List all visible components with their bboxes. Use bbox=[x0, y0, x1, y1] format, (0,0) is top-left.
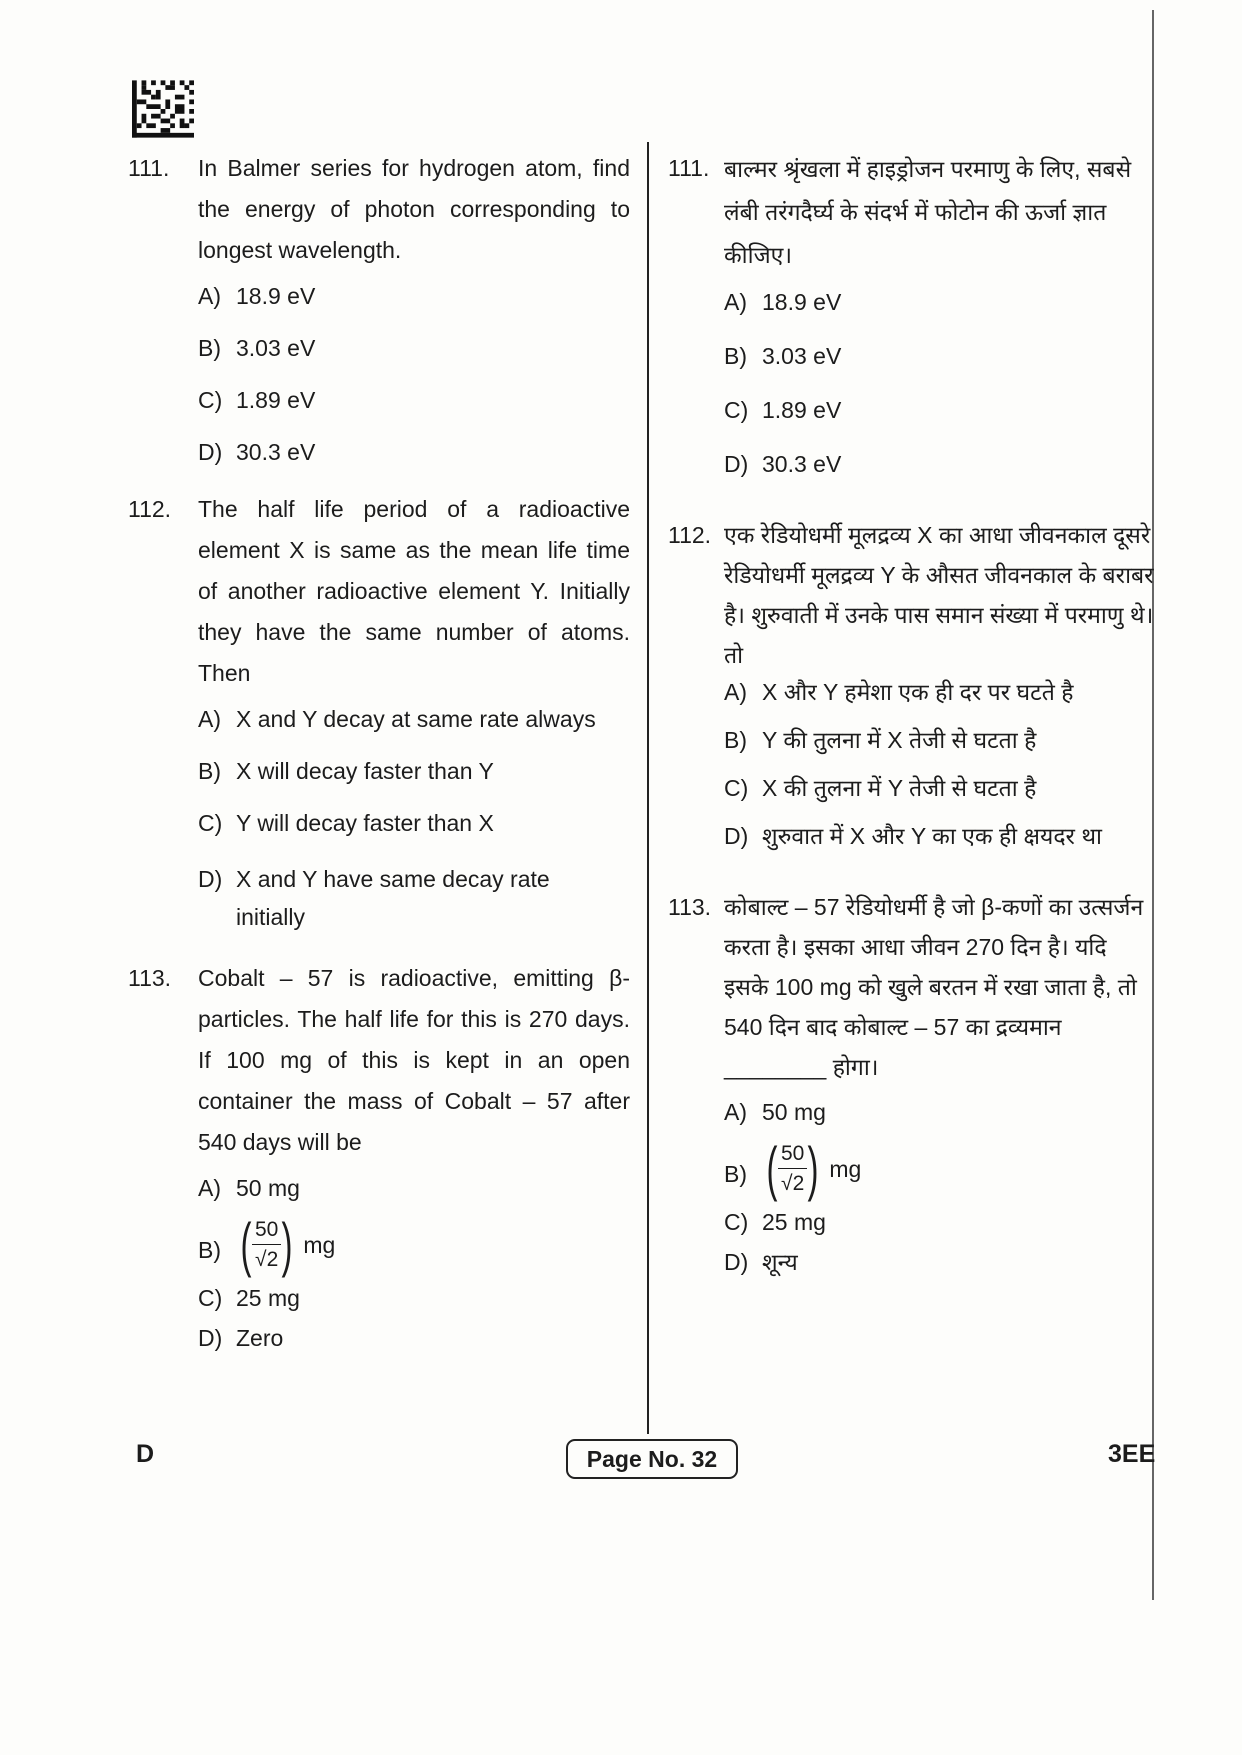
option-text: 25 mg bbox=[236, 1285, 300, 1311]
option-label: D) bbox=[724, 451, 749, 477]
option-d[interactable] bbox=[724, 449, 1154, 479]
option-text: 18.9 eV bbox=[236, 283, 316, 309]
options-list bbox=[198, 281, 630, 467]
page-number-box: Page No. 32 bbox=[566, 1439, 738, 1479]
option-label: A) bbox=[724, 289, 747, 315]
option-c[interactable] bbox=[724, 773, 1154, 803]
option-text: 3.03 eV bbox=[762, 343, 842, 369]
option-text: 30.3 eV bbox=[762, 451, 842, 477]
option-label: D) bbox=[198, 1325, 223, 1351]
option-label: C) bbox=[724, 775, 749, 801]
fraction-expression bbox=[236, 1211, 297, 1278]
option-a[interactable] bbox=[198, 704, 630, 734]
option-label: C) bbox=[724, 397, 749, 423]
options-list bbox=[724, 287, 1154, 479]
paper-code: 3EE bbox=[1108, 1440, 1156, 1468]
question-number: 111. bbox=[668, 155, 710, 181]
option-d[interactable] bbox=[198, 860, 576, 936]
option-text: 3.03 eV bbox=[236, 335, 316, 361]
question-112-hi bbox=[668, 515, 1154, 851]
left-paren: ( bbox=[766, 1135, 778, 1202]
option-text: Y की तुलना में X तेजी से घटता है bbox=[762, 727, 1037, 753]
question-number: 113. bbox=[128, 965, 172, 991]
option-label: B) bbox=[198, 758, 221, 784]
option-label: A) bbox=[724, 1099, 747, 1125]
option-text: 18.9 eV bbox=[762, 289, 842, 315]
option-text: 1.89 eV bbox=[762, 397, 842, 423]
question-text: The half life period of a radioactive element X is same as the mean life time of another radioactive element Y. Initially they have the same number of atoms. Then bbox=[198, 496, 630, 686]
option-text: X और Y हमेशा एक ही दर पर घटते है bbox=[762, 679, 1074, 705]
option-c[interactable] bbox=[724, 395, 1154, 425]
option-label: C) bbox=[198, 810, 223, 836]
english-column bbox=[128, 148, 630, 1375]
option-text: 25 mg bbox=[762, 1209, 826, 1235]
fraction bbox=[252, 1218, 281, 1272]
fraction-numerator: 50 bbox=[778, 1142, 807, 1169]
option-a[interactable] bbox=[724, 287, 1154, 317]
option-d[interactable] bbox=[724, 1247, 1154, 1277]
option-text: 50 mg bbox=[762, 1099, 826, 1125]
option-c[interactable] bbox=[198, 385, 630, 415]
option-label: A) bbox=[198, 706, 221, 732]
option-text: 30.3 eV bbox=[236, 439, 316, 465]
option-label: B) bbox=[198, 335, 221, 361]
option-d[interactable] bbox=[724, 821, 1154, 851]
option-b[interactable] bbox=[198, 333, 630, 363]
fraction-expression bbox=[762, 1135, 823, 1202]
option-b[interactable] bbox=[198, 756, 630, 786]
fraction-denominator: √2 bbox=[255, 1248, 279, 1271]
option-text: X and Y decay at same rate always bbox=[236, 706, 596, 732]
column-divider bbox=[647, 142, 649, 1434]
option-label: D) bbox=[724, 1249, 749, 1275]
option-text: X की तुलना में Y तेजी से घटता है bbox=[762, 775, 1037, 801]
option-text: शून्य bbox=[762, 1249, 798, 1275]
option-c[interactable] bbox=[198, 808, 630, 838]
options-list bbox=[724, 677, 1154, 851]
option-text: Y will decay faster than X bbox=[236, 810, 494, 836]
question-text: Cobalt – 57 is radioactive, emitting β-particles. The half life for this is 270 days. If 100 mg of this is kept in an open container the mass of Cobalt – 57 after 540 days will be bbox=[198, 965, 630, 1155]
option-a[interactable] bbox=[198, 281, 630, 311]
left-paren: ( bbox=[240, 1211, 252, 1278]
question-number: 113. bbox=[668, 894, 712, 920]
question-112-en bbox=[128, 489, 630, 936]
option-text: Zero bbox=[236, 1325, 284, 1351]
question-111-hi bbox=[668, 148, 1154, 479]
option-label: B) bbox=[198, 1237, 221, 1263]
question-text: एक रेडियोधर्मी मूलद्रव्य X का आधा जीवनकाल दूसरे रेडियोधर्मी मूलद्रव्य Y के औसत जीवनकाल के बराबर है। शुरुवाती में उनके पास समान संख्या में परमाणु थे। तो bbox=[724, 522, 1154, 668]
option-unit: mg bbox=[829, 1156, 862, 1182]
option-b[interactable] bbox=[724, 341, 1154, 371]
option-b[interactable] bbox=[724, 1135, 1154, 1202]
option-text: शुरुवात में X और Y का एक ही क्षयदर था bbox=[762, 823, 1102, 849]
fraction-numerator: 50 bbox=[252, 1218, 281, 1245]
option-c[interactable] bbox=[198, 1283, 630, 1313]
option-label: D) bbox=[198, 866, 223, 892]
option-label: D) bbox=[198, 439, 223, 465]
option-text: X will decay faster than Y bbox=[236, 758, 494, 784]
options-list bbox=[198, 704, 630, 936]
option-text: 1.89 eV bbox=[236, 387, 316, 413]
option-b[interactable] bbox=[198, 1211, 630, 1278]
question-text: In Balmer series for hydrogen atom, find the energy of photon corresponding to longest wavelength. bbox=[198, 155, 630, 263]
question-number: 111. bbox=[128, 155, 170, 181]
question-number: 112. bbox=[668, 522, 712, 548]
question-113-hi bbox=[668, 887, 1154, 1277]
option-label: C) bbox=[198, 387, 223, 413]
option-d[interactable] bbox=[198, 437, 630, 467]
option-label: C) bbox=[724, 1209, 749, 1235]
option-unit: mg bbox=[303, 1232, 336, 1258]
question-113-en bbox=[128, 958, 630, 1353]
option-a[interactable] bbox=[724, 677, 1154, 707]
options-list bbox=[198, 1173, 630, 1353]
option-a[interactable] bbox=[198, 1173, 630, 1203]
option-b[interactable] bbox=[724, 725, 1154, 755]
fraction-denominator: √2 bbox=[781, 1172, 805, 1195]
booklet-set-letter: D bbox=[136, 1440, 155, 1468]
option-label: B) bbox=[724, 1161, 747, 1187]
options-list bbox=[724, 1097, 1154, 1277]
question-111-en bbox=[128, 148, 630, 467]
option-c[interactable] bbox=[724, 1207, 1154, 1237]
option-text: X and Y have same decay rate initially bbox=[236, 866, 550, 930]
option-label: A) bbox=[198, 1175, 221, 1201]
option-label: B) bbox=[724, 727, 747, 753]
option-a[interactable] bbox=[724, 1097, 1154, 1127]
option-label: A) bbox=[198, 283, 221, 309]
option-label: B) bbox=[724, 343, 747, 369]
question-text: बाल्मर श्रृंखला में हाइड्रोजन परमाणु के लिए, सबसे लंबी तरंगदैर्घ्य के संदर्भ में फोटोन की ऊर्जा ज्ञात कीजिए। bbox=[724, 156, 1132, 268]
option-label: C) bbox=[198, 1285, 223, 1311]
question-number: 112. bbox=[128, 496, 172, 522]
right-paren: ) bbox=[281, 1211, 293, 1278]
option-label: D) bbox=[724, 823, 749, 849]
question-text: कोबाल्ट – 57 रेडियोधर्मी है जो β-कणों का उत्सर्जन करता है। इसका आधा जीवन 270 दिन है। यदि इसके 100 mg को खुले बरतन में रखा जाता है, तो 540 दिन बाद कोबाल्ट – 57 का द्रव्यमान ________ होगा। bbox=[724, 894, 1144, 1080]
option-label: A) bbox=[724, 679, 747, 705]
datamatrix-code-icon bbox=[132, 80, 194, 138]
hindi-column bbox=[668, 148, 1154, 1299]
fraction bbox=[778, 1142, 807, 1196]
option-d[interactable] bbox=[198, 1323, 630, 1353]
right-paren: ) bbox=[807, 1135, 819, 1202]
option-text: 50 mg bbox=[236, 1175, 300, 1201]
